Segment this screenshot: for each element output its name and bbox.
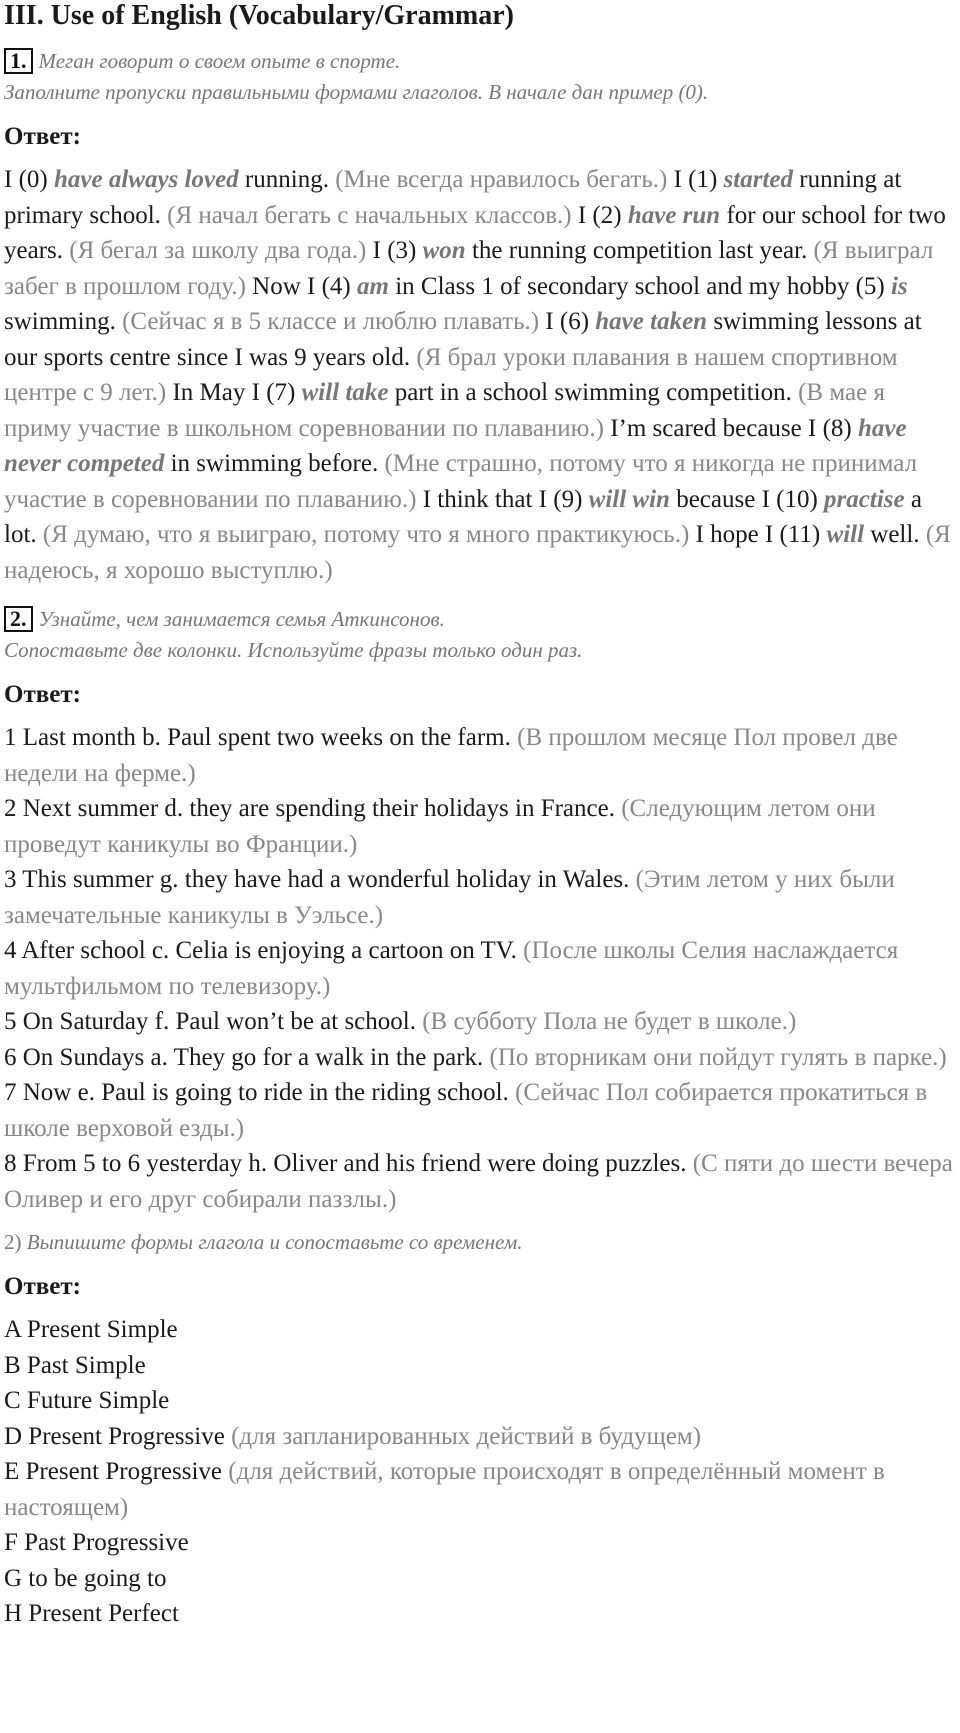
translation-text: (Мне всегда нравилось бегать.) (335, 166, 668, 193)
translation-text: (По вторникам они пойдут гулять в парке.) (489, 1043, 947, 1071)
task2-number: 2. (4, 606, 33, 632)
list-item (4, 1348, 956, 1384)
answer-text: for our school for two years. (4, 201, 946, 264)
list-item (4, 1312, 956, 1348)
task1-number: 1. (4, 48, 33, 74)
answer-text: the running competition last year. (465, 237, 814, 264)
list-item (4, 1561, 956, 1597)
answer-text: 7 Now e. Paul is going to ride in the riding school. (4, 1079, 509, 1106)
translation-text: (для запланированных действий в будущем) (231, 1422, 702, 1450)
answer-verb: have always loved (53, 166, 239, 193)
answer-text: I (1) (667, 166, 724, 193)
answer-text: swimming. (4, 308, 123, 335)
answer-verb: will win (588, 485, 670, 513)
answer-text: in Class 1 of secondary school and my hobby (5) (388, 272, 891, 300)
answer-text: 2 Next summer d. they are spending their holidays in France. (4, 795, 615, 822)
answer-text: H Present Perfect (4, 1600, 179, 1627)
list-item (4, 1383, 956, 1419)
task2b-answer-label: Ответ: (4, 1273, 81, 1300)
answer-text: C Future Simple (4, 1387, 170, 1414)
answer-verb: practise (824, 485, 905, 513)
translation-text: (В прошлом месяце Пол провел две недели на ферме.) (4, 724, 898, 787)
answer-text: 3 This summer g. they have had a wonderful holiday in Wales. (4, 866, 630, 893)
answer-verb: have run (627, 201, 721, 229)
list-item (4, 933, 956, 1004)
list-item (4, 1040, 956, 1076)
answer-verb: is (890, 272, 908, 300)
list-item (4, 862, 956, 933)
translation-text: (В субботу Пола не будет в школе.) (422, 1008, 797, 1035)
task2-instruction-2: Сопоставьте две колонки. Используйте фразы только один раз. (4, 638, 583, 662)
task1-answer-label: Ответ: (4, 123, 81, 150)
answer-verb: started (723, 166, 793, 193)
answer-text: running. (238, 166, 336, 193)
translation-text: (Я брал уроки плавания в нашем спортивном центре с 9 лет.) (4, 343, 898, 406)
answer-text: I think that I (9) (416, 485, 589, 513)
answer-verb: have taken (595, 308, 708, 335)
list-item (4, 1454, 956, 1525)
translation-text: (После школы Селия наслаждается мультфильмом по телевизору.) (4, 937, 899, 1000)
section-title: III. Use of English (Vocabulary/Grammar) (4, 0, 514, 31)
answer-verb: will (826, 521, 865, 548)
translation-text: (Этим летом у них были замечательные каникулы в Уэльсе.) (4, 866, 895, 929)
answer-text: a lot. (4, 485, 922, 548)
translation-text: (В мае я приму участие в школьном соревновании по плаванию.) (4, 379, 885, 442)
translation-text: (Я начал бегать с начальных классов.) (167, 201, 572, 229)
translation-text: (Сейчас я в 5 классе и люблю плавать.) (122, 308, 540, 335)
translation-text: (С пяти до шести вечера Оливер и его друг собирали паззлы.) (4, 1150, 953, 1213)
translation-text: (Я бегал за школу два года.) (69, 237, 367, 264)
list-item (4, 1075, 956, 1146)
task1-answer-text (4, 162, 956, 588)
task2b-header (4, 1227, 956, 1258)
answer-text: A Present Simple (4, 1316, 178, 1343)
answer-text: I (0) (4, 166, 54, 193)
task2-answer-list (4, 720, 956, 1217)
task2b-instruction: Выпишите формы глагола и сопоставьте со временем. (26, 1230, 523, 1254)
answer-text: Now I (4) (245, 272, 358, 300)
translation-text: (для действий, которые происходят в определённый момент в настоящем) (4, 1458, 885, 1521)
answer-text: swimming lessons at our sports centre since I was 9 years old. (4, 308, 922, 371)
list-item (4, 1146, 956, 1217)
answer-verb: am (357, 272, 389, 300)
answer-verb: will take (301, 379, 389, 406)
answer-text: I (6) (539, 308, 596, 335)
task2-answer-label: Ответ: (4, 681, 81, 708)
answer-text: 5 On Saturday f. Paul won’t be at school. (4, 1008, 416, 1035)
list-item (4, 1004, 956, 1040)
answer-text: 8 From 5 to 6 yesterday h. Oliver and his friend were doing puzzles. (4, 1150, 687, 1177)
translation-text: (Я выиграл забег в прошлом году.) (4, 237, 934, 300)
answer-text: in swimming before. (164, 450, 385, 477)
list-item (4, 720, 956, 791)
task1-instruction-2: Заполните пропуски правильными формами глаголов. В начале дан пример (0). (4, 80, 709, 104)
translation-text: (Сейчас Пол собирается прокатиться в школе верховой езды.) (4, 1079, 928, 1142)
task2-header (4, 604, 956, 666)
answer-verb: have never competed (4, 414, 907, 477)
translation-text: (Я надеюсь, я хорошо выступлю.) (4, 521, 951, 584)
answer-verb: won (422, 237, 466, 264)
answer-text: because I (10) (669, 485, 825, 513)
answer-text: D Present Progressive (4, 1422, 225, 1450)
answer-text: G to be going to (4, 1564, 167, 1592)
task2b-number: 2) (4, 1230, 22, 1254)
answer-text: 4 After school c. Celia is enjoying a cartoon on TV. (4, 937, 517, 964)
answer-text: E Present Progressive (4, 1458, 223, 1485)
answer-text: well. (864, 521, 926, 548)
answer-text: running at primary school. (4, 166, 902, 229)
answer-text: B Past Simple (4, 1351, 146, 1379)
answer-text: 6 On Sundays a. They go for a walk in the park. (4, 1043, 484, 1071)
list-item (4, 1525, 956, 1561)
answer-text: I (3) (366, 237, 423, 264)
list-item (4, 791, 956, 862)
answer-text: In May I (7) (166, 379, 302, 406)
answer-text: part in a school swimming competition. (388, 379, 799, 406)
answer-text: I hope I (11) (689, 521, 827, 548)
answer-text: F Past Progressive (4, 1529, 189, 1556)
task1-header (4, 46, 956, 108)
translation-text: (Я думаю, что я выиграю, потому что я много практикуюсь.) (42, 521, 690, 548)
answer-text: 1 Last month b. Paul spent two weeks on the farm. (4, 724, 511, 751)
translation-text: (Следующим летом они проведут каникулы во Франции.) (4, 795, 876, 858)
task2b-answer-list (4, 1312, 956, 1632)
answer-text: I (2) (571, 201, 628, 229)
task1-instruction-1: Меган говорит о своем опыте в спорте. (38, 49, 401, 73)
list-item (4, 1419, 956, 1455)
answer-text: I’m scared because I (8) (603, 414, 858, 442)
translation-text: (Мне страшно, потому что я никогда не принимал участие в соревновании по плаванию.) (4, 450, 918, 513)
task2-instruction-1: Узнайте, чем занимается семья Аткинсонов. (38, 607, 445, 631)
list-item (4, 1596, 956, 1632)
